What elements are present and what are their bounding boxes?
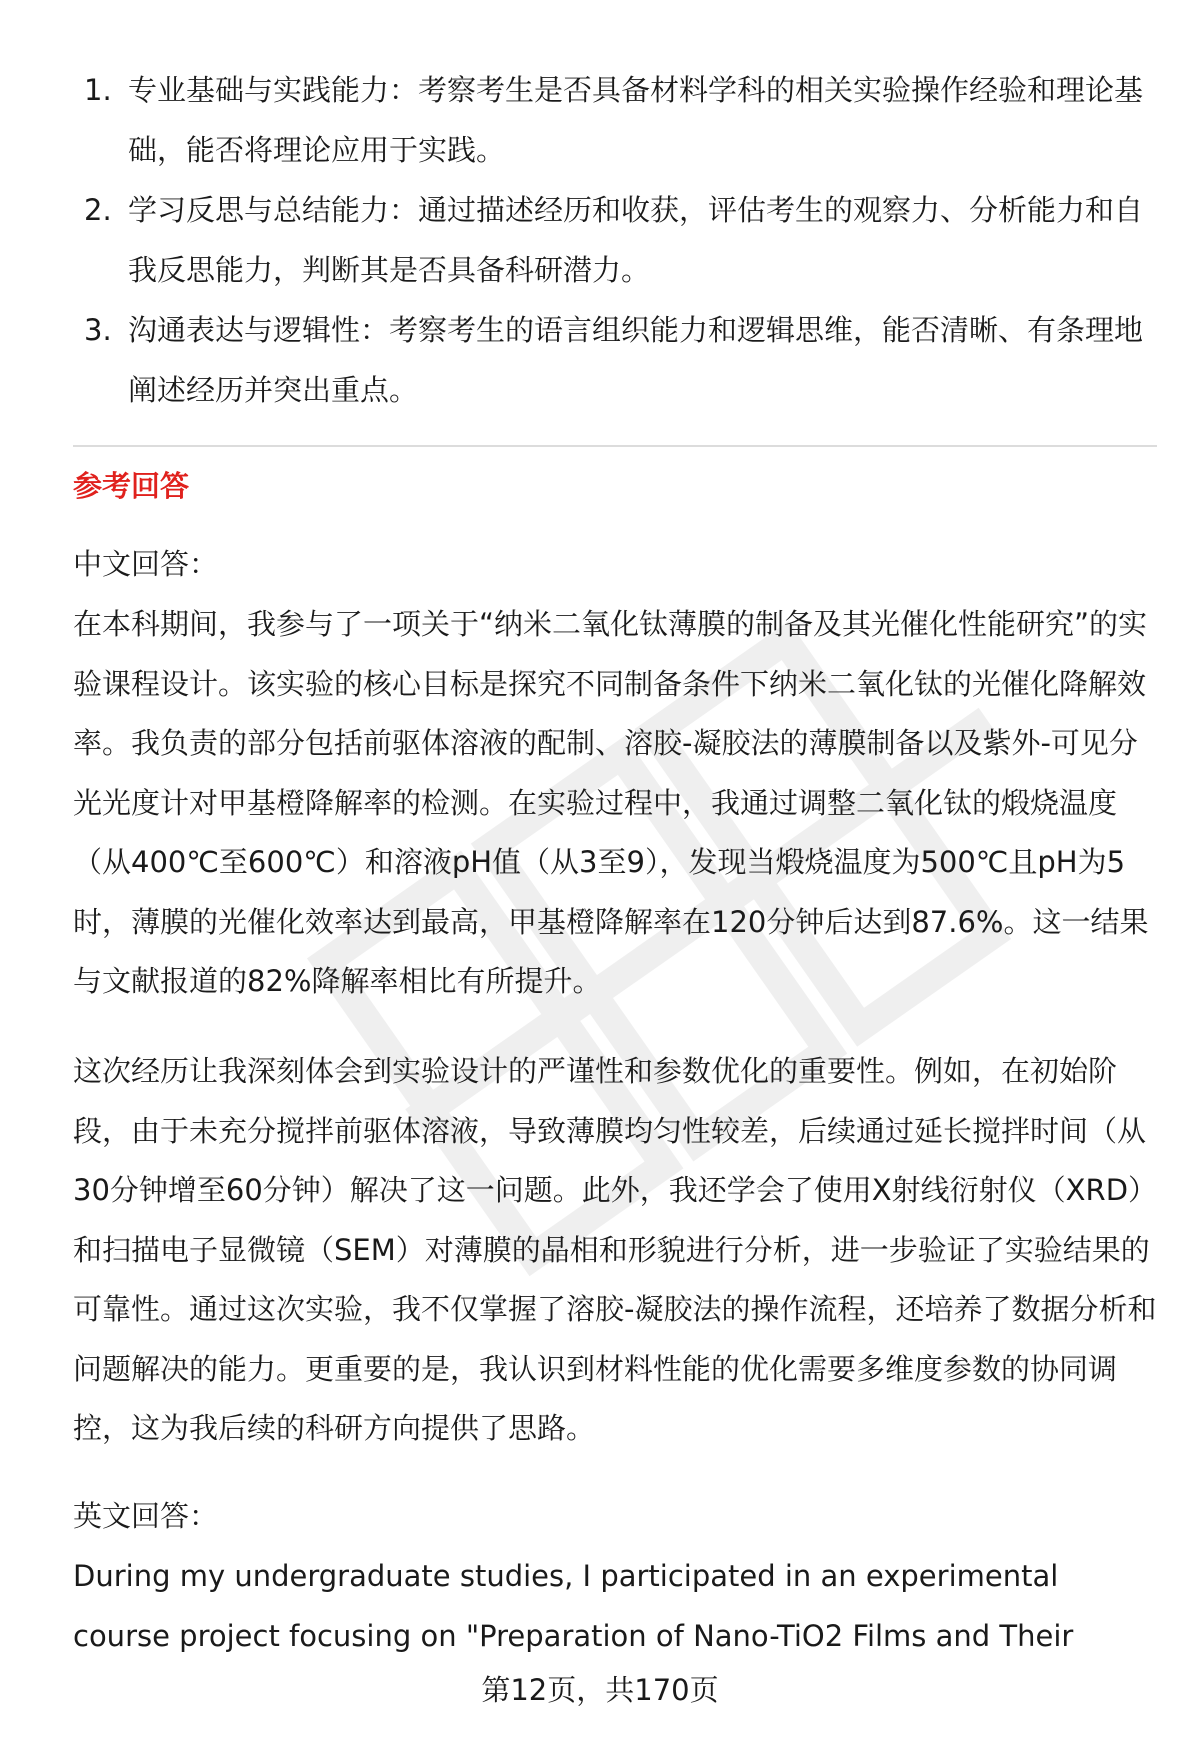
section-divider [73, 445, 1157, 447]
criteria-number: 1. [84, 73, 112, 107]
chinese-paragraph: 这次经历让我深刻体会到实验设计的严谨性和参数优化的重要性。例如，在初始阶段，由于未充分搅拌前驱体溶液，导致薄膜均匀性较差，后续通过延长搅拌时间（从30分钟增至60分钟）解决了这一问题。此外，我还学会了使用X射线衍射仪（XRD）和扫描电子显微镜（SEM）对薄膜的晶相和形貌进行分析，进一步验证了实验结果的可靠性。通过这次实验，我不仅掌握了溶胶-凝胶法的操作流程，还培养了数据分析和问题解决的能力。更重要的是，我认识到材料性能的优化需要多维度参数的协同调控，这为我后续的科研方向提供了思路。 [73, 1054, 1158, 1445]
english-paragraph: During my undergraduate studies, I participated in an experimental course project focusing on "Preparation of Nano-TiO2 Films and Their [73, 1559, 1074, 1653]
criteria-number: 2. [84, 193, 112, 227]
criteria-item [84, 300, 1144, 420]
criteria-text: 沟通表达与逻辑性：考察考生的语言组织能力和逻辑思维，能否清晰、有条理地阐述经历并突出重点。 [128, 313, 1144, 407]
chinese-paragraph: 在本科期间，我参与了一项关于“纳米二氧化钛薄膜的制备及其光催化性能研究”的实验课程设计。该实验的核心目标是探究不同制备条件下纳米二氧化钛的光催化降解效率。我负责的部分包括前驱体溶液的配制、溶胶-凝胶法的薄膜制备以及紫外-可见分光光度计对甲基橙降解率的检测。在实验过程中，我通过调整二氧化钛的煅烧温度（从400℃至600℃）和溶液pH值（从3至9），发现当煅烧温度为500℃且pH为5时，薄膜的光催化效率达到最高，甲基橙降解率在120分钟后达到87.6%。这一结果与文献报道的82%降解率相比有所提升。 [73, 607, 1149, 998]
page-number: 第12页，共170页 [481, 1673, 719, 1707]
evaluation-criteria-list [84, 60, 1144, 420]
criteria-text: 专业基础与实践能力：考察考生是否具备材料学科的相关实验操作经验和理论基础，能否将理论应用于实践。 [128, 73, 1144, 167]
criteria-item [84, 60, 1144, 180]
english-answer-label: 英文回答： [73, 1499, 219, 1533]
criteria-text: 学习反思与总结能力：通过描述经历和收获，评估考生的观察力、分析能力和自我反思能力，判断其是否具备科研潜力。 [128, 193, 1144, 287]
criteria-item [84, 180, 1144, 300]
chinese-answer-label: 中文回答： [73, 547, 219, 581]
criteria-number: 3. [84, 313, 112, 347]
section-title: 参考回答 [73, 469, 190, 503]
